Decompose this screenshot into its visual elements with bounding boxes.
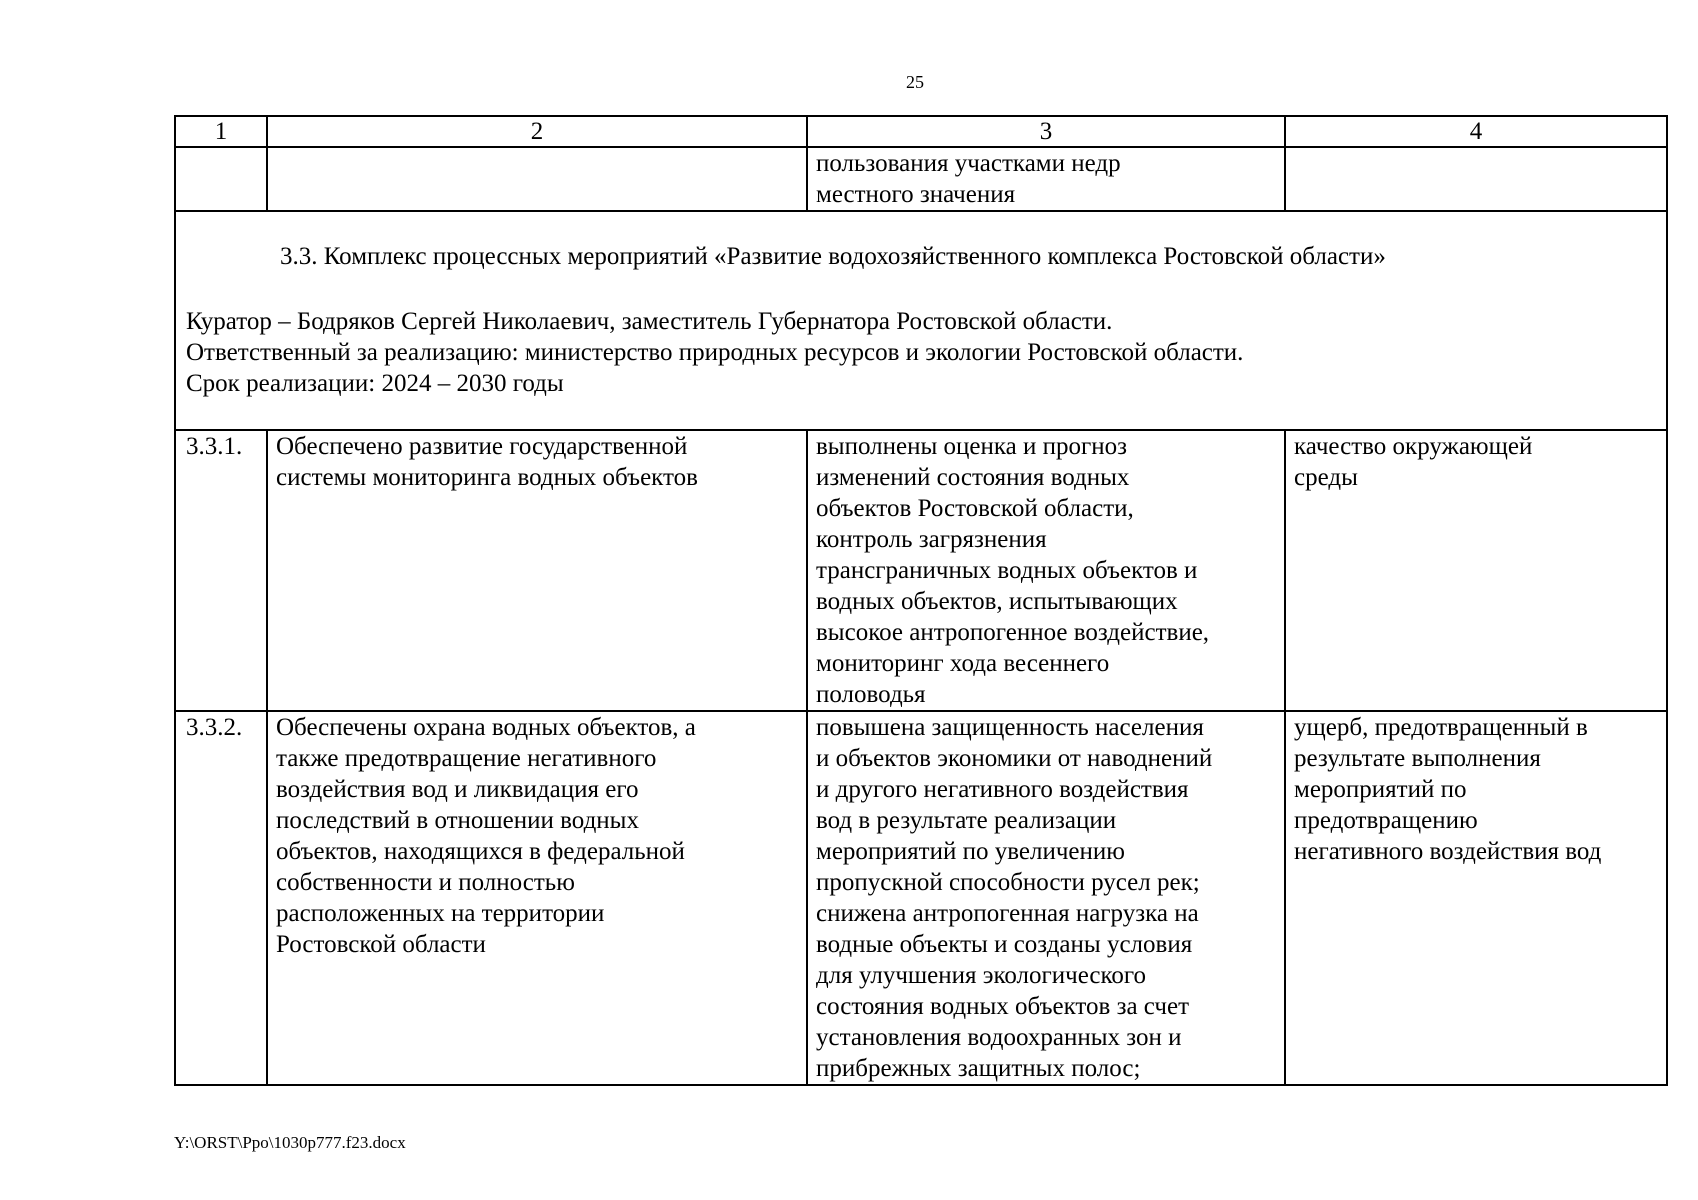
page-number: 25 [906,72,924,92]
row-task [267,430,807,711]
column-header-2: 2 [267,116,807,147]
row-effect-text: выполнены оценка и прогноз изменений состояния водных объектов Ростовской области, контроль загрязнения трансграничных водных объектов и водных объектов, испытывающих высокое антропогенное воздействие, мониторинг хода весеннего половодья [816,433,1210,708]
column-header-4: 4 [1285,116,1667,147]
continued-effect-text: пользования участками недр местного значения [816,150,1121,208]
continued-cell-4 [1285,147,1667,211]
row-effect [807,430,1285,711]
section-curator: Куратор – Бодряков Сергей Николаевич, заместитель Губернатора Ростовской области. [186,308,1113,335]
table-header-row [175,116,1667,147]
section-period: Срок реализации: 2024 – 2030 годы [186,370,564,397]
row-indicator [1285,711,1667,1085]
section-responsible: Ответственный за реализацию: министерство природных ресурсов и экологии Ростовской области. [186,339,1244,366]
footer-file-path: Y:\ORST\Ppo\1030p777.f23.docx [174,1133,406,1152]
section-title: 3.3. Комплекс процессных мероприятий «Развитие водохозяйственного комплекса Ростовской области» [280,243,1386,270]
row-task [267,711,807,1085]
section-cell [175,211,1667,430]
section-row [175,211,1667,430]
measures-table [174,115,1668,1086]
table-row-continued [175,147,1667,211]
row-number: 3.3.1. [175,430,267,711]
continued-cell-3 [807,147,1285,211]
table-row [175,430,1667,711]
row-task-text: Обеспечено развитие государственной системы мониторинга водных объектов [276,433,698,491]
table-row [175,711,1667,1085]
row-indicator [1285,430,1667,711]
column-header-3: 3 [807,116,1285,147]
row-task-text: Обеспечены охрана водных объектов, а также предотвращение негативного воздействия вод и ликвидация его последствий в отношении водных объектов, находящихся в федеральной собственности и полностью расположенных на территории Ростовской области [276,714,696,958]
row-effect-text: повышена защищенность населения и объектов экономики от наводнений и другого негативного воздействия вод в результате реализации мероприятий по увеличению пропускной способности русел рек; снижена антропогенная нагрузка на водные объекты и созданы условия для улучшения экологического состояния водных объектов за счет установления водоохранных зон и прибрежных защитных полос; [816,714,1213,1082]
row-indicator-text: ущерб, предотвращенный в результате выполнения мероприятий по предотвращению негативного воздействия вод [1294,714,1602,865]
column-header-1: 1 [175,116,267,147]
continued-cell-1 [175,147,267,211]
continued-cell-2 [267,147,807,211]
row-number: 3.3.2. [175,711,267,1085]
row-effect [807,711,1285,1085]
row-indicator-text: качество окружающей среды [1294,433,1533,491]
